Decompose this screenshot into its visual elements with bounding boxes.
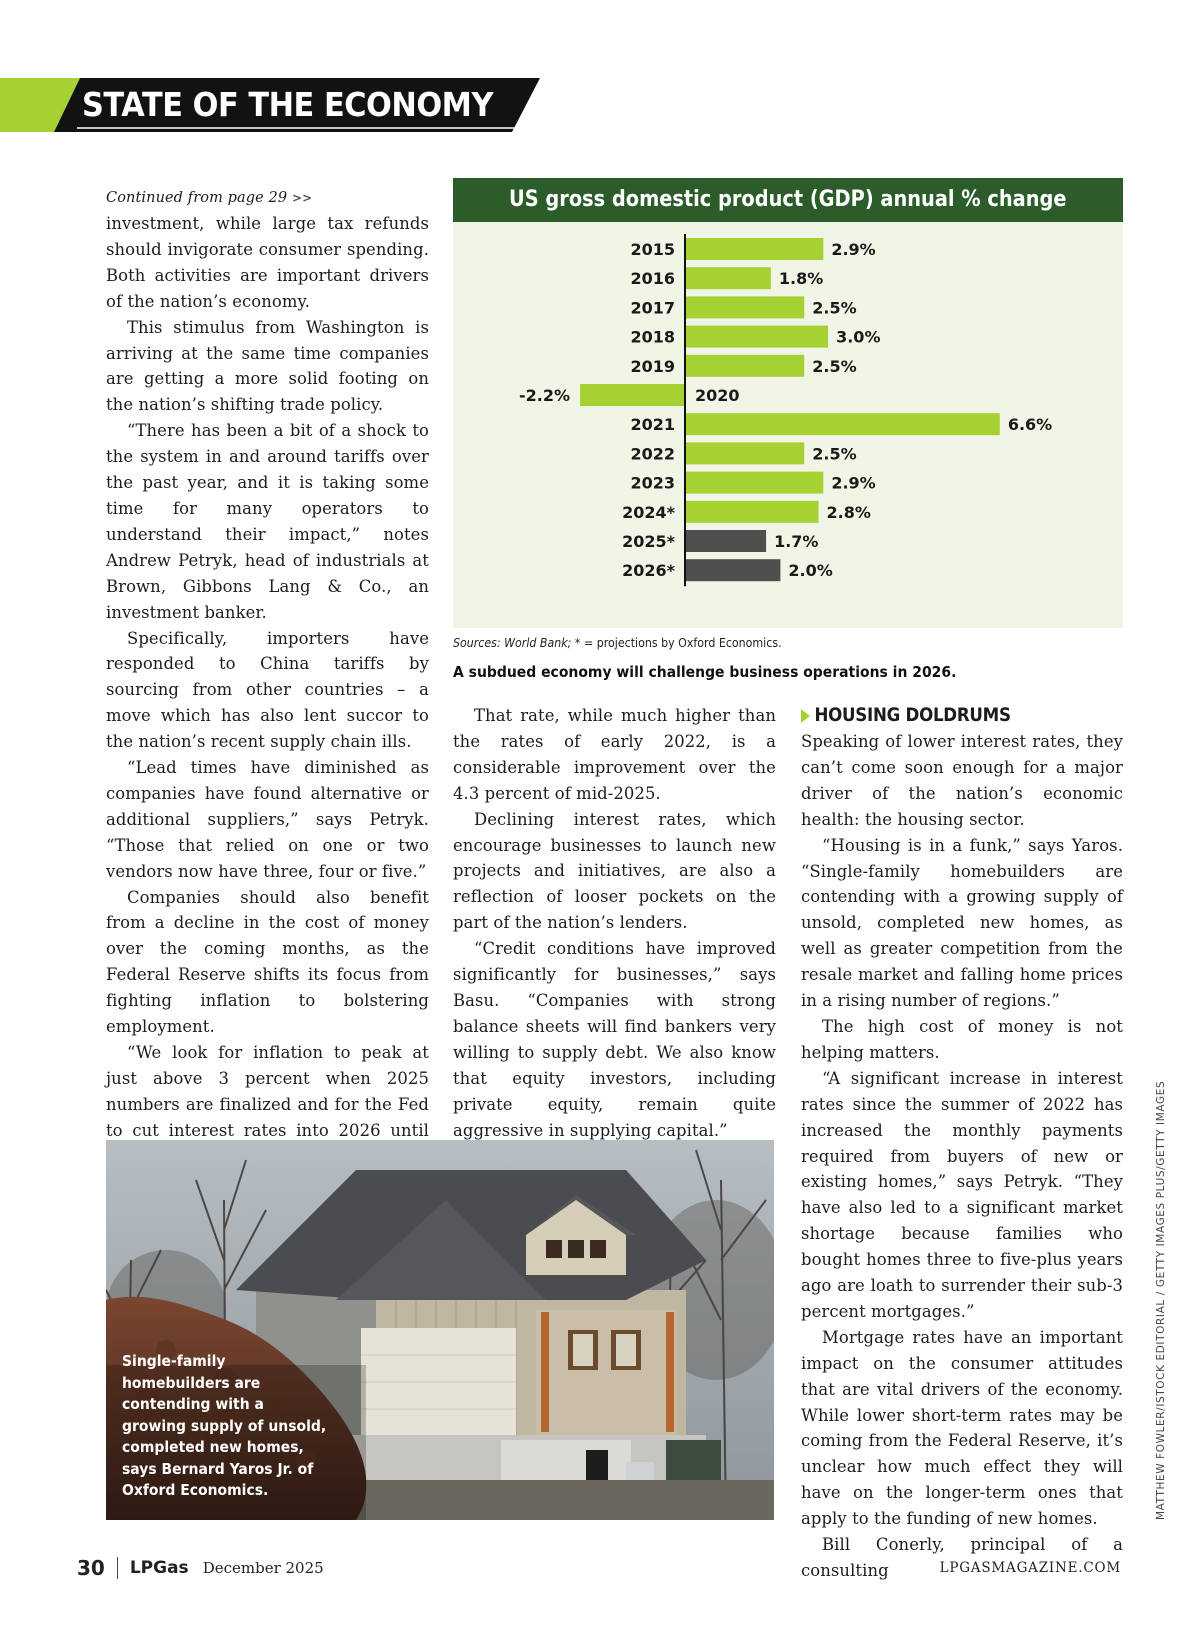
continued-text: Continued from page 29: [106, 190, 288, 206]
value-label: 1.7%: [774, 532, 819, 551]
chart-source-label: Sources: World Bank;: [453, 636, 572, 650]
category-label: 2016: [630, 269, 675, 289]
triangle-right-icon: [801, 709, 810, 723]
article-column-3: [801, 703, 1123, 1584]
chart-source-note: * = projections by Oxford Economics.: [574, 636, 782, 650]
page-number: 30: [77, 1556, 105, 1580]
paragraph: Bill Conerly, principal of a consulting: [801, 1535, 1123, 1580]
category-label: 2026*: [622, 561, 675, 581]
category-label: 2025*: [622, 532, 675, 551]
article-column-2: [453, 703, 776, 1143]
category-label: 2022: [630, 444, 675, 464]
paragraph: “A significant increase in interest rates since the summer of 2022 has increased the monthly payments required from buyers of new or existing homes,” says Petryk. “They have also led to a significant market shortage because families who bought homes three to five-plus years ago are loath to surrender their sub-3 percent mortgages.”: [801, 1068, 1123, 1321]
chart-source: [453, 636, 782, 650]
bar-2021: [685, 413, 1000, 435]
category-label: 2018: [630, 327, 675, 347]
value-label: 6.6%: [1007, 415, 1053, 435]
website: LPGASMAGAZINE.COM: [939, 1560, 1121, 1576]
paragraph: Mortgage rates have an important impact on the consumer attitudes that are vital drivers of the economy. While lower short-term rates may be coming from the Federal Reserve, it’s unclear how much effect they will have on the longer-term ones that apply to the funding of new homes.: [801, 1327, 1123, 1529]
paragraph: “Lead times have diminished as companies have found alternative or additional suppliers,” says Petryk. “Those that relied on one or two vendors now have three, four or five.”: [106, 758, 429, 881]
category-label: 2019: [630, 356, 675, 376]
value-label: 2.5%: [812, 444, 857, 464]
value-label: 1.8%: [778, 269, 824, 289]
bar-2024-proj: [685, 501, 819, 523]
paragraph: Companies should also benefit from a decline in the cost of money over the coming months, as the Federal Reserve shifts its focus from fighting inflation to bolstering employment.: [106, 887, 429, 1037]
issue-date: December 2025: [202, 1559, 324, 1577]
magazine-logo: LPGas: [129, 1558, 189, 1578]
paragraph: The high cost of money is not helping matters.: [801, 1016, 1123, 1062]
paragraph: Speaking of lower interest rates, they can’t come soon enough for a major driver of the nation’s economic health: the housing sector.: [801, 732, 1123, 829]
paragraph: Declining interest rates, which encourage businesses to launch new projects and initiatives, are also a reflection of looser pockets on the part of the nation’s lenders.: [453, 809, 776, 933]
paragraph: That rate, while much higher than the rates of early 2022, is a considerable improvement over the 4.3 percent of mid-2025.: [453, 706, 776, 803]
paragraph: “Housing is in a funk,” says Yaros. “Single-family homebuilders are contending with a growing supply of unsold, completed new homes, as well as greater competition from the resale market and falling home prices in a rising number of regions.”: [801, 835, 1123, 1011]
photo-caption: Single-family homebuilders are contending with a growing supply of unsold, completed new homes, says Bernard Yaros Jr. of Oxford Economics.: [122, 1352, 327, 1499]
continued-from: [106, 187, 429, 209]
chart-title: [453, 178, 1123, 222]
value-label: 2.9%: [831, 473, 876, 493]
bar-2026-proj: [685, 559, 780, 581]
bar-2025-proj: [685, 530, 766, 552]
value-label: 2.9%: [831, 240, 876, 259]
section-title: STATE OF THE ECONOMY: [82, 85, 493, 124]
bar-2020: [580, 384, 685, 406]
value-label: 2.8%: [826, 502, 871, 522]
subhead: [801, 703, 1091, 729]
bar-2023: [685, 472, 823, 494]
paragraph: “There has been a bit of a shock to the system in and around tariffs over the past year, and it is taking some time for many operators to understand their impact,” notes Andrew Petryk, head of industrials at Brown, Gibbons Lang & Co., an investment banker.: [106, 421, 429, 622]
photo-credit: MATTHEW FOWLER/ISTOCK EDITORIAL / GETTY IMAGES PLUS/GETTY IMAGES: [1155, 1080, 1167, 1520]
page-footer: [77, 1556, 324, 1580]
bar-2017: [685, 296, 804, 318]
category-label: 2020: [695, 386, 740, 405]
article-column-1: [106, 187, 429, 1195]
subhead-text: HOUSING DOLDRUMS: [814, 705, 1011, 726]
footer-divider: [117, 1557, 118, 1579]
category-label: 2023: [630, 473, 675, 493]
category-label: 2017: [630, 298, 675, 318]
paragraph: “We look for inflation to peak at just above 3 percent when 2025 numbers are finalized and for the Fed to cut interest rates into 2026 until: [106, 1043, 429, 1140]
value-label: 2.5%: [812, 356, 857, 376]
category-label: 2015: [630, 240, 675, 259]
bar-2016: [685, 267, 771, 289]
value-label: 2.5%: [812, 298, 857, 318]
bar-2018: [685, 326, 828, 348]
paragraph: investment, while large tax refunds should invigorate consumer spending. Both activities are important drivers of the nation’s economy.: [106, 214, 429, 311]
category-label: 2024*: [622, 502, 675, 522]
value-label: 2.0%: [788, 561, 833, 581]
bar-2015: [685, 238, 823, 260]
category-label: 2021: [630, 415, 675, 435]
paragraph: Specifically, importers have responded to China tariffs by sourcing from other countries – a move which has also lent succor to the nation’s recent supply chain ills.: [106, 628, 429, 752]
value-label: -2.2%: [519, 386, 571, 405]
chart-title-text: US gross domestic product (GDP) annual % change: [509, 187, 1067, 212]
gdp-bar-chart: [453, 222, 1123, 628]
paragraph: This stimulus from Washington is arriving at the same time companies are getting a more solid footing on the nation’s shifting trade policy.: [106, 317, 429, 415]
value-label: 3.0%: [836, 327, 881, 347]
paragraph: “Credit conditions have improved significantly for businesses,” says Basu. “Companies with strong balance sheets will find bankers very willing to supply debt. We also know that equity investors, including private equity, remain quite aggressive in supplying capital.”: [453, 939, 776, 1140]
chevron-right-icon: >>: [291, 191, 313, 205]
bar-2019: [685, 355, 804, 377]
chart-caption: A subdued economy will challenge business operations in 2026.: [453, 663, 957, 681]
bar-2022: [685, 442, 804, 464]
